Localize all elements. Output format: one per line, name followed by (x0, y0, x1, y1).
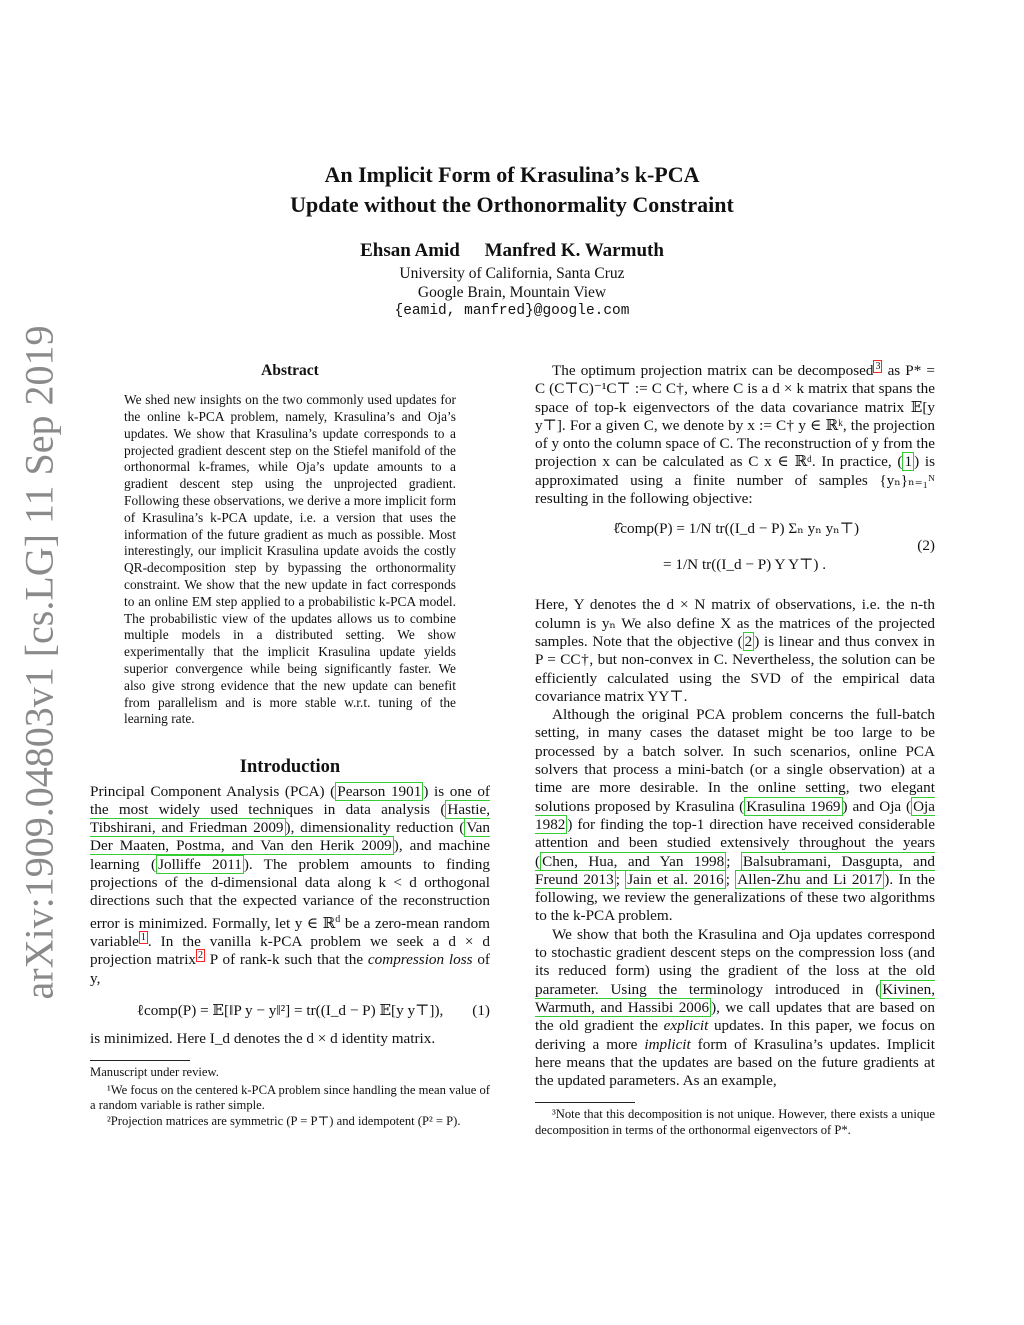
affiliation-2: Google Brain, Mountain View (417, 284, 607, 301)
text-run: Although the original PCA problem concerns the full-batch setting, in many cases the dataset might be too large to be processed by a batch solver. In such scenarios, online PCA solvers that process a mini-batch (or a single observation) at a time are more desirable. In the online setting, two elegant solutions proposed by Krasulina ( (535, 706, 935, 815)
text-run: ) is approximated using a finite number of samples {yₙ}ₙ₌₁ᴺ resulting in the following objective: (535, 453, 936, 508)
author-name-2: Manfred K. Warmuth (484, 240, 664, 261)
footnote-divider (535, 1102, 635, 1103)
text-run: Principal Component Analysis (PCA) ( (90, 782, 336, 800)
affiliation-1: University of California, Santa Cruz (399, 265, 625, 282)
citation-link-balsubramani[interactable]: Balsubramani, Dasgupta, and Freund 2013 (535, 852, 935, 888)
citation-link-oja[interactable]: Oja 1982 (535, 797, 936, 833)
text-run: . In the vanilla k-PCA problem we seek a d × d projection matrix (90, 932, 490, 969)
text-run: ). The problem amounts to finding projections of the d-dimensional data along k < d orthogonal directions such that the expected variance of the reconstruction error is minimized. Formally, let y ∈ ℝ (90, 855, 490, 932)
equation-ref-2[interactable]: 2 (744, 632, 753, 650)
text-run: updates. In this paper, we focus on deriving a more (535, 1017, 935, 1053)
footnote-link-3[interactable]: 3 (875, 360, 881, 372)
citation-link-jain[interactable]: Jain et al. 2016 (627, 870, 724, 888)
footnote-3: ³Note that this decomposition is not unique. However, there exists a unique decomposition in terms of the orthonormal eigenvectors of P*. (535, 1107, 935, 1137)
text-run: ; (726, 852, 741, 870)
author-names (200, 238, 824, 264)
equation-2-line-2: = 1/N tr((I_d − P) Y Y⊤) . (663, 556, 827, 574)
intro-paragraph-1 (90, 783, 490, 988)
text-run: ), we call updates that are based on the old gradient the (535, 998, 935, 1035)
footnote-divider (90, 1060, 190, 1061)
text-run: as P* = C (C⊤C)⁻¹C⊤ := C C†, where C is a d × k matrix that spans the space of top-k eigenvectors of the data covariance matrix 𝔼[y y⊤]. For a given C, we denote by x := C† y ∈ ℝᵏ, the projection of y onto the column space of C. The reconstruction of y from the projection x can be calculated as C x ∈ ℝᵈ. In practice, ( (535, 362, 935, 471)
citation-link-krasulina[interactable]: Krasulina 1969 (746, 797, 841, 815)
equation-1-number: (1) (472, 1001, 490, 1019)
citation-link-vandermaaten[interactable]: Van Der Maaten, Postma, and Van den Herik 2009 (90, 819, 490, 855)
emphasis: compression loss (367, 951, 473, 969)
right-paragraph-1 (535, 362, 935, 508)
right-paragraph-3 (535, 706, 935, 926)
superscript: d (335, 913, 341, 925)
right-paragraph-2 (535, 596, 935, 706)
right-column (535, 362, 935, 1138)
citation-link-hastie[interactable]: Hastie, Tibshirani, and Friedman 2009 (90, 800, 490, 837)
text-run: Here, Y denotes the d × N matrix of observations, i.e. the n-th column is yₙ We also define X as the matrices of the projected samples. Note that the objective ( (535, 596, 935, 650)
citation-link-jolliffe[interactable]: Jolliffe 2011 (158, 855, 242, 873)
citation-link-chen[interactable]: Chen, Hua, and Yan 1998 (542, 852, 725, 870)
equation-1-body: ℓcomp(P) = 𝔼[‖P y − y‖²] = tr((I_d − P) 𝔼[y y⊤]), (136, 1001, 444, 1019)
text-run: be a zero-mean random variable (90, 914, 490, 950)
paper-title (200, 160, 824, 220)
text-run: ) is one of the most widely used techniques in data analysis ( (90, 782, 490, 818)
intro-paragraph-2: is minimized. Here I_d denotes the d × d identity matrix. (90, 1030, 436, 1048)
text-run: of y, (90, 951, 490, 987)
text-run: ; (615, 870, 626, 888)
equation-2-number: (2) (917, 537, 935, 555)
footnote-2: ²Projection matrices are symmetric (P = P⊤) and idempotent (P² = P). (107, 1113, 461, 1128)
footnote-1: ¹We focus on the centered k-PCA problem since handling the mean value of a random variable is rather simple. (90, 1082, 490, 1113)
text-run: form of Krasulina’s updates. Implicit here means that the updates are based on the future gradients at the updated parameters. As an example, (535, 1035, 935, 1090)
text-run: ; (725, 870, 736, 888)
citation-link-kivinen[interactable]: Kivinen, Warmuth, and Hassibi 2006 (535, 980, 935, 1016)
text-run: P of rank-k such that the (205, 951, 368, 969)
abstract-text: We shed new insights on the two commonly used updates for the online k-PCA problem, namely, Krasulina’s and Oja’s updates. We show that Krasulina’s update corresponds to a projected gradient descent step on the Stiefel manifold of the orthonormal k-frames, while Oja’s update amounts to a gradient descent step using the unprojected gradient. Following these observations, we derive a more implicit form of Krasulina’s k-PCA update, i.e. a version that uses the information of the future gradient as much as possible. Most interestingly, our implicit Krasulina update avoids the costly QR-decomposition step by bypassing the orthonormality constraint. We show that the new update in fact corresponds to an online EM step applied to a probabilistic k-PCA model. The probabilistic view of the updates allows us to combine multiple models in a distributed setting. We show experimentally that the implicit Krasulina update yields superior convergence while being significantly faster. We also give strong evidence that the new update can benefit from parallelism and is more stable w.r.t. tuning of the learning rate. (124, 392, 456, 727)
text-run: ) for finding the top-1 direction have received considerable attention and been studied extensively throughout the years ( (535, 815, 935, 870)
emphasis: implicit (644, 1035, 691, 1053)
equation-1 (90, 1002, 490, 1020)
title-line-1: An Implicit Form of Krasulina’s k-PCA (324, 162, 700, 187)
text-run: ) is linear and thus convex in P = CC†, but non-convex in C. Nevertheless, the solution can be efficiently calculated using the SVD of the empirical data covariance matrix YY⊤. (535, 632, 935, 705)
text-run: We show that both the Krasulina and Oja updates correspond to stochastic gradient descent steps on the compression loss (and its reduced form) using the gradient of the loss at the old parameter. Using the terminology introduced in ( (535, 925, 935, 998)
equation-ref-1[interactable]: 1 (904, 453, 913, 471)
citation-link-pearson[interactable]: Pearson 1901 (337, 782, 422, 800)
abstract-heading: Abstract (261, 362, 319, 379)
equation-2-line-1: ℓ̂comp(P) = 1/N tr((I_d − P) Σₙ yₙ yₙ⊤) (613, 520, 860, 538)
left-column (90, 362, 490, 1129)
author-emails: {eamid, manfred}@google.com (394, 303, 630, 319)
text-run: ), dimensionality reduction ( (285, 819, 465, 837)
citation-link-allen-zhu[interactable]: Allen-Zhu and Li 2017 (737, 870, 883, 888)
author-name-1: Ehsan Amid (360, 240, 460, 261)
right-paragraph-4 (535, 926, 935, 1091)
equation-2 (535, 520, 935, 584)
arxiv-id-text: arXiv:1909.04803v1 [cs.LG] 11 Sep 2019 (16, 325, 62, 999)
footnote-link-2[interactable]: 2 (198, 950, 204, 962)
text-run: The optimum projection matrix can be decomposed (552, 362, 874, 379)
title-line-2: Update without the Orthonormality Constraint (290, 192, 734, 217)
text-run: ). In the following, we review the generalizations of these two algorithms to the k-PCA problem. (535, 870, 935, 925)
arxiv-identifier-sidebar (6, 325, 72, 999)
introduction-heading: Introduction (239, 757, 341, 778)
text-run: ) and Oja ( (842, 797, 912, 815)
emphasis: explicit (663, 1017, 709, 1035)
text-run: ), and machine learning ( (90, 837, 491, 873)
author-block (200, 238, 824, 321)
manuscript-note: Manuscript under review. (90, 1065, 219, 1080)
footnote-link-1[interactable]: 1 (140, 931, 146, 943)
